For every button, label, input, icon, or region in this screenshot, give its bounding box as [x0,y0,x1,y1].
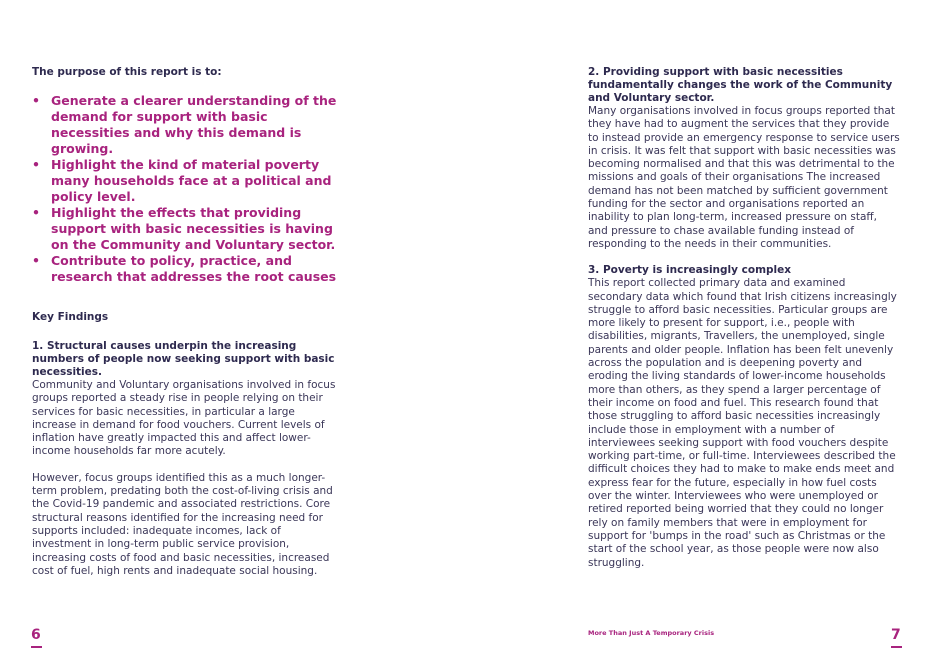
finding-1-paragraph-1: Community and Voluntary organisations involved in focus groups reported a steady rise in people relying on their services for basic necessities, in particular a large increase in demand for food vouchers. Current levels of inflation have greatly impacted this and affect lower-income households far more acutely. [32,379,336,458]
left-column [32,66,342,578]
right-column [588,66,900,570]
bullet-icon: • [32,205,40,220]
key-findings-heading: Key Findings [32,311,109,323]
bullet-icon: • [32,157,40,172]
finding-2-heading: 2. Providing support with basic necessities fundamentally changes the work of the Community and Voluntary sector. [588,66,893,104]
purpose-list [32,93,342,285]
finding-1-paragraph-2: However, focus groups identified this as a much longer-term problem, predating both the cost-of-living crisis and the Covid-19 pandemic and associated restrictions. Core structural reasons identified for the increasing need for supports included: inadequate incomes, lack of investment in long-term public service provision, increasing costs of food and basic necessities, increased cost of fuel, high rents and inadequate social housing. [32,471,333,577]
finding-3-paragraph: This report collected primary data and examined secondary data which found that Irish citizens increasingly struggle to afford basic necessities. Particular groups are more likely to present for support, i.e., people with disabilities, migrants, Travellers, the unemployed, single parents and older people. Inflation has been felt unevenly across the population and is deepening poverty and eroding the living standards of lower-income households more than others, as they spend a larger percentage of their income on food and fuel. This research found that those struggling to afford basic necessities increasingly include those in employment with a number of interviewees seeking support with food vouchers despite working part-time, or full-time. Interviewees described the difficult choices they had to make to make ends meet and express fear for the future, especially in how fuel costs over the winter. Interviewees who were unemployed or retired reported being worried that they could no longer rely on family members that were in employment for support for 'bumps in the road' such as Christmas or the start of the school year, as those people were now also struggling. [588,277,897,569]
page-number-left: 6 [31,627,42,648]
purpose-item: • Contribute to policy, practice, and research that addresses the root causes [32,253,337,284]
purpose-item: • Generate a clearer understanding of the demand for support with basic necessities and why this demand is growing. [32,93,337,156]
finding-1-heading: 1. Structural causes underpin the increasing numbers of people now seeking support with basic necessities. [32,340,335,378]
purpose-item: • Highlight the effects that providing support with basic necessities is having on the Community and Voluntary sector. [32,205,336,252]
bullet-icon: • [32,93,40,108]
finding-2-paragraph: Many organisations involved in focus groups reported that they have had to augment the services that they provide to instead provide an emergency response to service users in crisis. It was felt that support with basic necessities was becoming normalised and that this was detrimental to the missions and goals of their organisations The increased demand has not been matched by sufficient government funding for the sector and organisations reported an inability to plan long-term, increased pressure on staff, and pressure to chase available funding instead of responding to the needs in their communities. [588,105,900,250]
finding-3-heading: 3. Poverty is increasingly complex [588,264,792,277]
page-number-right: 7 [891,627,902,648]
purpose-item: • Highlight the kind of material poverty many households face at a political and policy level. [32,157,332,204]
purpose-heading: The purpose of this report is to: [32,66,222,78]
running-title: More Than Just A Temporary Crisis [588,629,715,637]
bullet-icon: • [32,253,40,268]
